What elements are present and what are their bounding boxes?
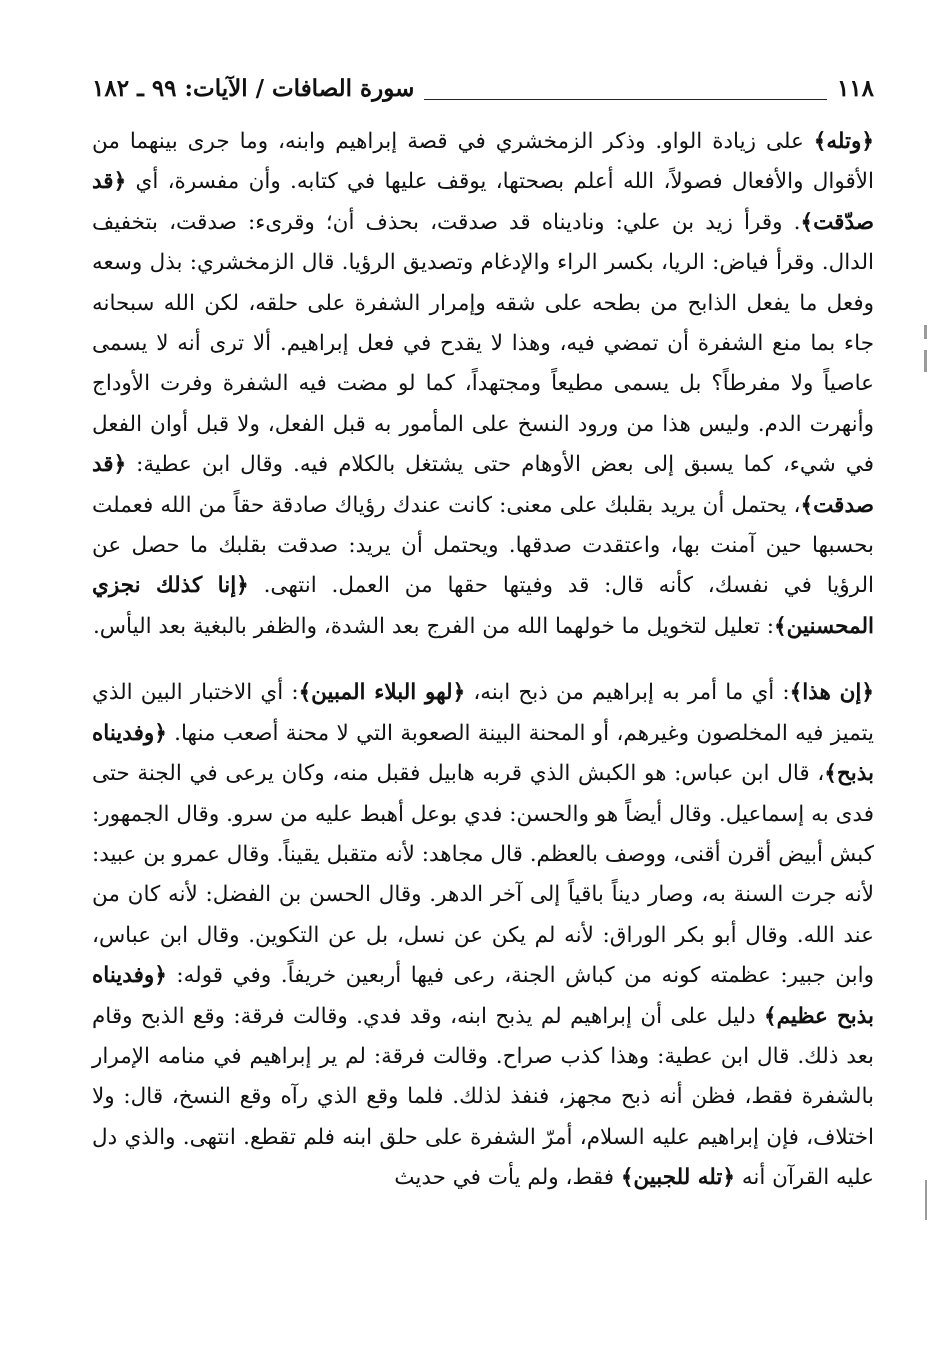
- quran-quote: ﴿وتله﴾: [813, 129, 874, 154]
- page-header: [92, 70, 874, 106]
- commentary-text: فقط، ولم يأت في حديث: [394, 1165, 621, 1191]
- commentary-text: ، يحتمل أن يريد بقلبك على معنى: كانت عندك رؤياك صادقة حقاً من الله فعملت بحسبها حين آمنت بها، واعتقدت صدقها. ويحتمل أن يريد: صدقت بقلبك ما حصل عن الرؤيا في نفسك، كأنه قال: قد وفيتها حقها من العمل. انتهى.: [92, 492, 874, 599]
- scan-mark: [924, 325, 927, 339]
- commentary-text: : تعليل لتخويل ما خولهما الله من الفرج بعد الشدة، والظفر بالبغية بعد اليأس.: [92, 613, 775, 639]
- body-text: [92, 122, 874, 1199]
- paragraph-2: [92, 673, 874, 1198]
- running-title: سورة الصافات / الآيات: ٩٩ ـ ١٨٢: [92, 74, 415, 102]
- commentary-text: : أي الاختبار البين الذي يتميز فيه المخلصون وغيرهم، أو المحنة البينة الصعوبة التي لا محنة أصعب منها.: [92, 680, 874, 746]
- quran-quote: ﴿قد صدقت﴾: [92, 452, 874, 518]
- scan-mark: [925, 1180, 927, 1220]
- header-rule: [424, 99, 827, 100]
- commentary-text: دليل على أن إبراهيم لم يذبح ابنه، وقد فدي. وقالت فرقة: وقع الذبح وقام بعد ذلك. قال ابن عطية: وهذا كذب صراح. وقالت فرقة: لم ير إبراهيم في منامه الإمرار بالشفرة فقط، فظن أنه ذبح مجهز، فنفذ لذلك. فلما وقع الذي رآه وقع النسخ، قال: ولا اختلاف، فإن إبراهيم عليه السلام، أمرّ الشفرة على حلق ابنه فلم تقطع. انتهى. والذي دل عليه القرآن أنه: [92, 1003, 874, 1191]
- commentary-text: : أي ما أمر به إبراهيم من ذبح ابنه،: [465, 680, 790, 706]
- quran-quote: ﴿وفديناه بذبح﴾: [92, 720, 874, 787]
- quran-quote: ﴿إنا كذلك نجزي المحسنين﴾: [92, 573, 874, 639]
- commentary-text: على زيادة الواو. وذكر الزمخشري في قصة إبراهيم وابنه، وما جرى بينهما من الأقوال والأفعال فصولاً، الله أعلم بصحتها، يوقف عليها في كتابه. وأن مفسرة، أي: [92, 129, 874, 195]
- quran-quote: ﴿تله للجبين﴾: [620, 1165, 736, 1191]
- commentary-text: ، قال ابن عباس: هو الكبش الذي قربه هابيل فقبل منه، وكان يرعى في الجنة حتى فدى به إسماعيل. وقال أيضاً هو والحسن: فدي بوعل أهبط عليه من سرو. وقال الجمهور: كبش أبيض أقرن أقنى، ووصف بالعظم. قال مجاهد: لأنه متقبل يقيناً. وقال عمرو بن عبيد: لأنه جرت السنة به، وصار ديناً باقياً إلى آخر الدهر. وقال الحسن بن الفضل: لأنه كان من عند الله. وقال أبو بكر الوراق: لأنه لم يكن عن نسل، بل عن التكوين. وقال ابن عباس، وابن جبير: عظمته كونه من كباش الجنة، رعى فيها أربعين خريفاً. وفي قوله:: [92, 761, 874, 989]
- page-number: ١١٨: [836, 74, 874, 102]
- quran-quote: ﴿وفديناه بذبح عظيم﴾: [92, 963, 874, 1029]
- quran-quote: ﴿قد صدّقت﴾: [92, 169, 874, 235]
- quran-quote: ﴿لهو البلاء المبين﴾: [298, 680, 466, 706]
- scan-mark: [924, 350, 927, 372]
- commentary-text: . وقرأ زيد بن علي: وناديناه قد صدقت، بحذف أن؛ وقرىء: صدقت، بتخفيف الدال. وقرأ فياض: الريا، بكسر الراء والإدغام وتصديق الرؤيا. قال الزمخشري: بذل وسعه وفعل ما يفعل الذابح من بطحه على شقه وإمرار الشفرة على حلقه، لكن الله سبحانه جاء بما منع الشفرة أن تمضي فيه، وهذا لا يقدح في فعل إبراهيم. ألا ترى أنه لا يسمى عاصياً ولا مفرطاً؟ بل يسمى مطيعاً ومجتهداً، كما لو مضت فيه الشفرة وفرت الأوداج وأنهرت الدم. وليس هذا من ورود النسخ على المأمور به قبل الفعل، ولا قبل أوان الفعل في شيء، كما يسبق إلى بعض الأوهام حتى يشتغل بالكلام فيه. وقال ابن عطية:: [92, 209, 874, 478]
- quran-quote: ﴿إن هذا﴾: [789, 680, 874, 706]
- paragraph-1: [92, 122, 874, 647]
